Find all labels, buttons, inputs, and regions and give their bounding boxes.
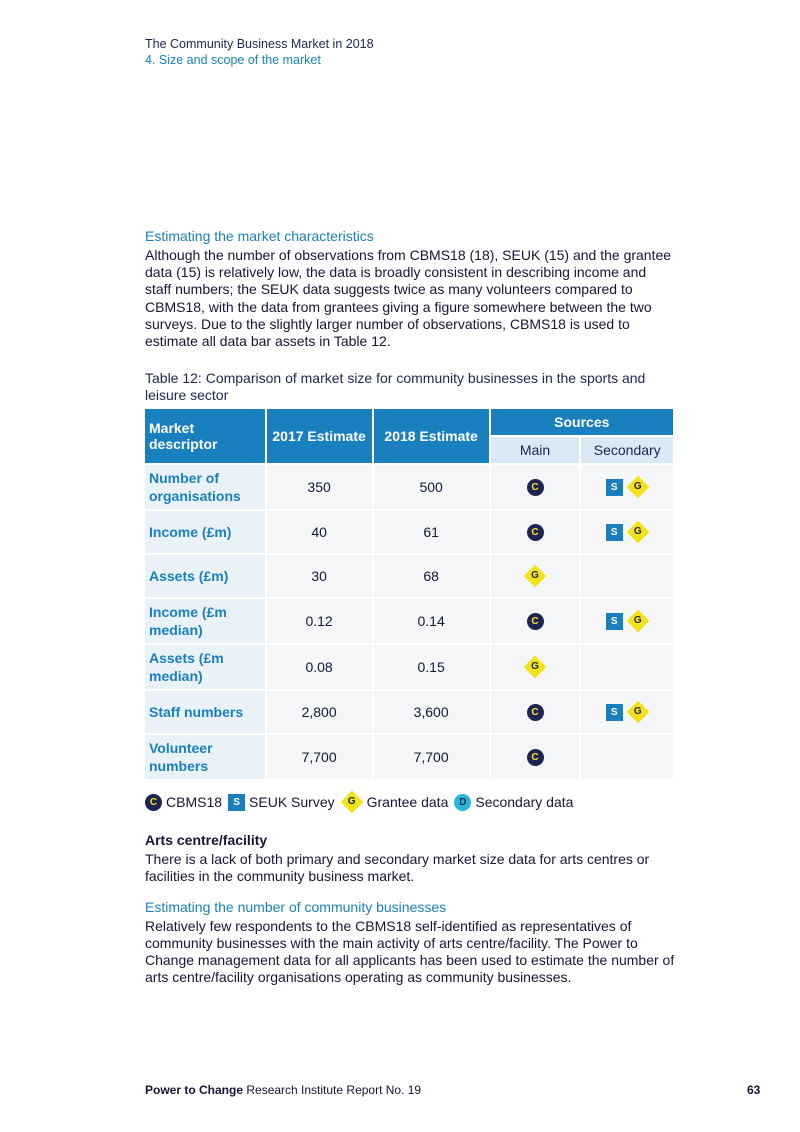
main-content xyxy=(145,227,675,986)
table-row xyxy=(145,511,673,553)
legend-secondary: Secondary data xyxy=(475,794,574,811)
value-2018: 68 xyxy=(374,555,489,597)
header-2018-estimate: 2018 Estimate xyxy=(374,409,489,463)
market-size-table xyxy=(143,407,675,781)
cbms18-icon: C xyxy=(527,479,544,496)
table-row xyxy=(145,691,673,733)
page-number: 63 xyxy=(747,1083,761,1097)
heading-arts-centre: Arts centre/facility xyxy=(145,832,268,849)
seuk-icon: S xyxy=(606,524,623,541)
row-label: Staff numbers xyxy=(145,691,265,733)
seuk-icon: S xyxy=(606,704,623,721)
table-row xyxy=(145,555,673,597)
footer-brand: Power to Change xyxy=(145,1083,244,1097)
row-label: Volunteer numbers xyxy=(145,735,265,779)
header-sources: Sources xyxy=(491,409,673,435)
value-2018: 0.14 xyxy=(374,599,489,643)
main-source xyxy=(491,735,580,779)
document-title: The Community Business Market in 2018 xyxy=(145,37,374,51)
table-row xyxy=(145,735,673,779)
secondary-source xyxy=(581,691,673,733)
value-2017: 0.12 xyxy=(267,599,372,643)
main-source xyxy=(491,645,580,689)
row-label: Number of organisations xyxy=(145,465,265,509)
seuk-icon: S xyxy=(606,613,623,630)
value-2018: 61 xyxy=(374,511,489,553)
footer-report: Research Institute Report No. 19 xyxy=(243,1083,422,1097)
secondary-source xyxy=(581,555,673,597)
cbms18-icon: C xyxy=(527,749,544,766)
page-footer xyxy=(145,1083,421,1097)
seuk-icon: S xyxy=(228,794,245,811)
row-label: Income (£m) xyxy=(145,511,265,553)
paragraph-community-businesses: Relatively few respondents to the CBMS18 self-identified as representatives of community businesses with the main activity of arts centre/facility. The Power to Change management data for all applicants has been used to estimate the number of arts centre/facility organisations operating as community businesses. xyxy=(145,917,675,986)
table-row xyxy=(145,465,673,509)
value-2018: 3,600 xyxy=(374,691,489,733)
running-header xyxy=(145,36,374,68)
row-label: Income (£m median) xyxy=(145,599,265,643)
main-source xyxy=(491,465,580,509)
secondary-source xyxy=(581,511,673,553)
value-2018: 7,700 xyxy=(374,735,489,779)
cbms18-icon: C xyxy=(145,794,162,811)
main-source xyxy=(491,555,580,597)
subheading-market-characteristics: Estimating the market characteristics xyxy=(145,228,374,244)
legend-grantee: Grantee data xyxy=(366,794,449,811)
value-2017: 0.08 xyxy=(267,645,372,689)
cbms18-icon: C xyxy=(527,613,544,630)
cbms18-icon: C xyxy=(527,524,544,541)
main-source xyxy=(491,599,580,643)
grantee-icon: G xyxy=(524,565,546,587)
value-2017: 7,700 xyxy=(267,735,372,779)
secondary-source xyxy=(581,645,673,689)
secondary-source xyxy=(581,599,673,643)
legend-cbms18: CBMS18 xyxy=(166,794,223,811)
value-2018: 500 xyxy=(374,465,489,509)
row-label: Assets (£m) xyxy=(145,555,265,597)
value-2017: 350 xyxy=(267,465,372,509)
header-market-descriptor: Market descriptor xyxy=(145,409,265,463)
grantee-icon: G xyxy=(627,701,649,723)
secondary-data-icon: D xyxy=(454,794,471,811)
main-source xyxy=(491,511,580,553)
grantee-icon: G xyxy=(341,791,363,813)
grantee-icon: G xyxy=(627,521,649,543)
paragraph-market-characteristics: Although the number of observations from CBMS18 (18), SEUK (15) and the grantee data (15) is relatively low, the data is broadly consistent in describing income and staff numbers; the SEUK data suggests twice as many volunteers compared to CBMS18, with the data from grantees giving a figure somewhere between the two surveys. Due to the slightly larger number of observations, CBMS18 is used to estimate all data bar assets in Table 12. xyxy=(145,247,672,350)
grantee-icon: G xyxy=(627,476,649,498)
secondary-source xyxy=(581,735,673,779)
value-2018: 0.15 xyxy=(374,645,489,689)
legend-seuk: SEUK Survey xyxy=(249,794,335,811)
section-title: 4. Size and scope of the market xyxy=(145,53,321,67)
secondary-source xyxy=(581,465,673,509)
value-2017: 40 xyxy=(267,511,372,553)
value-2017: 30 xyxy=(267,555,372,597)
header-main: Main xyxy=(491,437,580,463)
paragraph-arts-centre: There is a lack of both primary and secondary market size data for arts centres or facilities in the community business market. xyxy=(145,851,650,885)
grantee-icon: G xyxy=(524,656,546,678)
value-2017: 2,800 xyxy=(267,691,372,733)
subheading-community-businesses: Estimating the number of community businesses xyxy=(145,898,447,915)
seuk-icon: S xyxy=(606,479,623,496)
table-row xyxy=(145,645,673,689)
grantee-icon: G xyxy=(627,610,649,632)
cbms18-icon: C xyxy=(527,704,544,721)
row-label: Assets (£m median) xyxy=(145,645,265,689)
main-source xyxy=(491,691,580,733)
table-caption: Table 12: Comparison of market size for community businesses in the sports and leisure sector xyxy=(145,370,646,404)
header-2017-estimate: 2017 Estimate xyxy=(267,409,372,463)
header-secondary: Secondary xyxy=(581,437,673,463)
table-legend xyxy=(145,791,675,813)
table-row xyxy=(145,599,673,643)
